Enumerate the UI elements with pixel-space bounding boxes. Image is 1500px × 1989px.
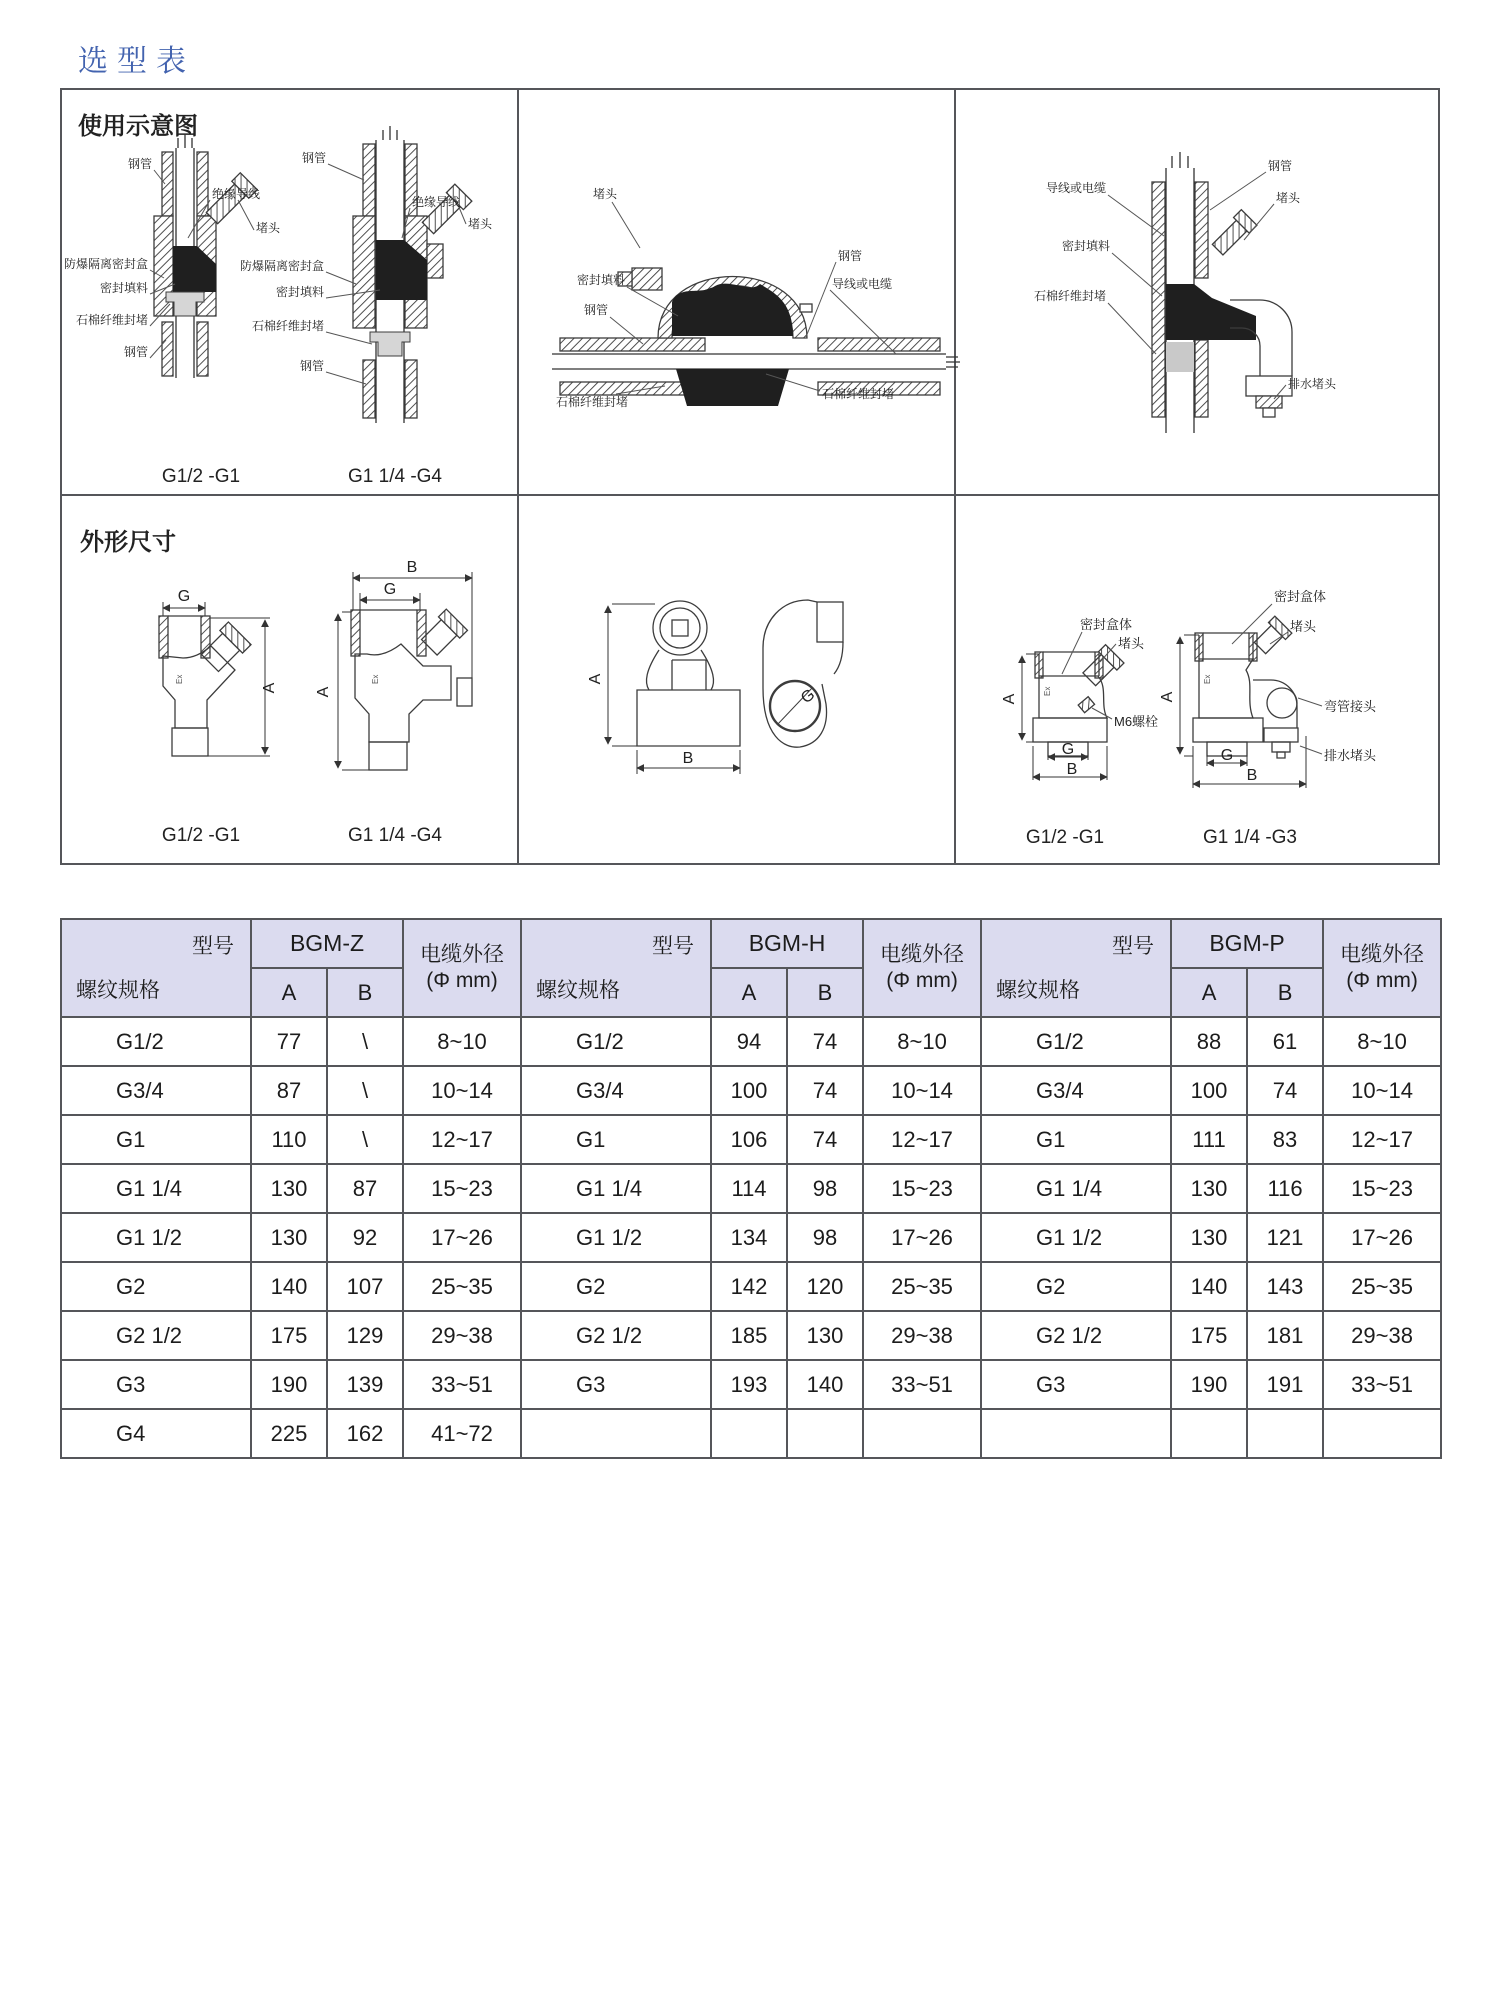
body-outline	[1039, 676, 1107, 718]
drain-plug	[1263, 408, 1275, 417]
caption: G1 1/4 -G4	[348, 825, 442, 846]
cell-spec: G1	[521, 1115, 711, 1164]
selection-table	[60, 918, 1442, 1459]
body-outline	[163, 646, 235, 728]
cell-od: 29~38	[1323, 1311, 1441, 1360]
label-plug: 堵头	[592, 187, 618, 201]
dim-b: B	[682, 750, 694, 767]
label-pipe-bottom: 钢管	[299, 359, 324, 373]
dims-drawing-1	[159, 588, 278, 846]
corner-spec-label: 螺纹规格	[76, 979, 160, 1002]
label-pipe-top: 钢管	[127, 157, 152, 171]
label-plug: 堵头	[256, 221, 281, 235]
caption: G1 1/4 -G4	[348, 466, 442, 487]
cell-od	[863, 1409, 981, 1458]
pipe-wall	[197, 322, 208, 376]
label-m6-bolt: M6螺栓	[1114, 714, 1159, 729]
cell-spec: G2 1/2	[521, 1311, 711, 1360]
cell-od: 25~35	[863, 1262, 981, 1311]
elbow-outline	[1253, 680, 1297, 728]
cell-b: 74	[787, 1017, 863, 1066]
dim-g: G	[383, 581, 397, 598]
corner-model-label: 型号	[652, 935, 695, 958]
cell-a: 100	[711, 1066, 787, 1115]
usage-diagram-3	[552, 186, 960, 409]
cell-a: 130	[1171, 1164, 1247, 1213]
dim-g: G	[797, 686, 819, 708]
cell-spec: G2 1/2	[981, 1311, 1171, 1360]
cell-spec	[981, 1409, 1171, 1458]
cell-od: 10~14	[1323, 1066, 1441, 1115]
cable-od-line1: 电缆外径	[880, 943, 965, 966]
stub	[172, 728, 208, 756]
base	[1033, 718, 1107, 742]
cable-od-line1: 电缆外径	[420, 943, 505, 966]
dims-drawing-5	[1159, 589, 1377, 848]
cell-b: 74	[1247, 1066, 1323, 1115]
filler-shape	[676, 369, 789, 406]
cell-a: 142	[711, 1262, 787, 1311]
cell-spec: G1 1/2	[981, 1213, 1171, 1262]
pipe-wall	[363, 360, 375, 418]
caption: G1/2 -G1	[161, 466, 241, 487]
label-seal-box: 防爆隔离密封盒	[63, 257, 148, 271]
dim-g: G	[1220, 747, 1234, 764]
caption: G1/2 -G1	[1025, 827, 1105, 848]
pipe-wall	[1195, 340, 1208, 417]
flange	[427, 244, 443, 278]
cell-b: 120	[787, 1262, 863, 1311]
dim-a: A	[261, 682, 278, 694]
label-drain: 排水堵头	[1324, 748, 1377, 763]
cell-b: 98	[787, 1213, 863, 1262]
pipe-wall	[560, 338, 705, 351]
cell-od: 29~38	[863, 1311, 981, 1360]
table-row	[61, 1262, 1441, 1311]
cell-a: 134	[711, 1213, 787, 1262]
label-fiber: 石棉纤维封堵	[75, 313, 148, 327]
col-b: B	[1247, 968, 1323, 1017]
label-filler: 密封填料	[275, 285, 324, 299]
cable-od-header	[863, 919, 981, 1017]
dim-g: G	[177, 588, 191, 605]
cell-a	[711, 1409, 787, 1458]
cell-od: 41~72	[403, 1409, 521, 1458]
pipe-wall	[162, 322, 173, 376]
dims-heading: 外形尺寸	[80, 529, 176, 556]
cell-a: 175	[1171, 1311, 1247, 1360]
usage-diagram-4	[1034, 152, 1337, 433]
cell-spec: G1	[61, 1115, 251, 1164]
cell-a: 88	[1171, 1017, 1247, 1066]
cell-od: 33~51	[403, 1360, 521, 1409]
cell-od: 25~35	[403, 1262, 521, 1311]
cable-od-line1: 电缆外径	[1340, 943, 1425, 966]
corner-cell	[61, 919, 251, 1017]
box-wall	[353, 216, 375, 328]
table-row	[61, 1066, 1441, 1115]
dim-b: B	[1066, 761, 1078, 778]
dim-a: A	[315, 686, 332, 698]
diagram-area	[60, 88, 1440, 865]
cell-b: 140	[787, 1360, 863, 1409]
ex-mark: Ex	[1043, 686, 1052, 696]
cable-od-header	[1323, 919, 1441, 1017]
cell-a: 193	[711, 1360, 787, 1409]
cell-b: 61	[1247, 1017, 1323, 1066]
label-plug: 堵头	[1276, 191, 1301, 205]
cell-spec	[521, 1409, 711, 1458]
pipe-wall	[818, 338, 940, 351]
label-filler: 密封填料	[99, 281, 148, 295]
label-fiber: 石棉纤维封堵	[1033, 289, 1106, 303]
cell-od: 8~10	[863, 1017, 981, 1066]
body-outline	[1199, 659, 1253, 718]
cell-spec: G2	[981, 1262, 1171, 1311]
label-cable: 导线或电缆	[832, 277, 893, 291]
cell-b: 116	[1247, 1164, 1323, 1213]
model-header-bgm-h: BGM-H	[711, 919, 863, 968]
dim-g: G	[1061, 741, 1075, 758]
cell-spec: G1/2	[981, 1017, 1171, 1066]
cell-spec: G2	[61, 1262, 251, 1311]
fiber-plug	[1166, 342, 1194, 372]
label-drain: 排水堵头	[1288, 377, 1337, 391]
cell-od: 12~17	[863, 1115, 981, 1164]
cable-od-line2: (Φ mm)	[1346, 969, 1418, 992]
cell-b: 143	[1247, 1262, 1323, 1311]
caption: G1/2 -G1	[161, 825, 241, 846]
cell-od: 10~14	[403, 1066, 521, 1115]
table-row	[61, 1164, 1441, 1213]
cell-a: 130	[1171, 1213, 1247, 1262]
cell-b: 129	[327, 1311, 403, 1360]
cell-a: 111	[1171, 1115, 1247, 1164]
label-filler: 密封填料	[1061, 239, 1110, 253]
cell-spec: G3/4	[521, 1066, 711, 1115]
tube-wall	[417, 610, 426, 656]
drain-plug	[1272, 742, 1290, 752]
corner-cell	[981, 919, 1171, 1017]
dims-drawing-2	[315, 559, 472, 846]
cell-od: 17~26	[863, 1213, 981, 1262]
cell-od: 12~17	[403, 1115, 521, 1164]
side-stub	[457, 678, 472, 706]
table-row	[61, 1017, 1441, 1066]
label-plug: 堵头	[1290, 619, 1317, 634]
cell-spec: G1 1/2	[521, 1213, 711, 1262]
cell-b: 162	[327, 1409, 403, 1458]
dim-b: B	[406, 559, 418, 576]
elbow-circle	[1267, 688, 1297, 718]
label-pipe: 钢管	[1268, 159, 1293, 173]
cell-b: 74	[787, 1115, 863, 1164]
corner-spec-label: 螺纹规格	[536, 979, 621, 1002]
cell-a: 87	[251, 1066, 327, 1115]
header-row-2	[61, 968, 1441, 1017]
cell-b: 130	[787, 1311, 863, 1360]
plug-shape	[632, 268, 662, 290]
cell-a: 175	[251, 1311, 327, 1360]
cell-spec: G1/2	[61, 1017, 251, 1066]
ex-mark: Ex	[1203, 674, 1212, 684]
base	[1193, 718, 1263, 742]
ex-mark: Ex	[371, 674, 380, 684]
cell-a: 77	[251, 1017, 327, 1066]
cell-spec: G3	[61, 1360, 251, 1409]
cell-spec: G1 1/4	[521, 1164, 711, 1213]
cell-od: 8~10	[1323, 1017, 1441, 1066]
dim-a: A	[1001, 693, 1018, 705]
cell-b: 83	[1247, 1115, 1323, 1164]
dims-drawing-4	[1001, 617, 1158, 848]
filler-shape	[1166, 284, 1256, 340]
cell-b: 74	[787, 1066, 863, 1115]
label-fiber-left: 石棉纤维封堵	[555, 395, 629, 409]
corner-model-label: 型号	[192, 935, 234, 958]
label-filler: 密封填料	[576, 273, 625, 287]
branch-cap	[220, 622, 251, 653]
dims-drawing-3	[587, 600, 843, 774]
col-b: B	[327, 968, 403, 1017]
cell-a	[1171, 1409, 1247, 1458]
col-b: B	[787, 968, 863, 1017]
dim-a: A	[1159, 691, 1176, 703]
cell-od: 15~23	[1323, 1164, 1441, 1213]
stub	[369, 742, 407, 770]
m6-bolt	[1078, 697, 1094, 713]
table-row	[61, 1213, 1441, 1262]
label-pipe-top: 钢管	[301, 151, 326, 165]
cell-b: 92	[327, 1213, 403, 1262]
table-row	[61, 1115, 1441, 1164]
cell-b: 87	[327, 1164, 403, 1213]
cell-spec: G4	[61, 1409, 251, 1458]
cell-spec: G1 1/2	[61, 1213, 251, 1262]
label-plug: 堵头	[468, 217, 493, 231]
label-elbow: 弯管接头	[1324, 699, 1377, 714]
cell-spec: G3/4	[981, 1066, 1171, 1115]
pipe-wall	[1195, 182, 1208, 278]
cell-b: 181	[1247, 1311, 1323, 1360]
col-a: A	[1171, 968, 1247, 1017]
label-seal-box: 防爆隔离密封盒	[239, 259, 324, 273]
cell-spec: G1	[981, 1115, 1171, 1164]
cell-b: 139	[327, 1360, 403, 1409]
table-row	[61, 1311, 1441, 1360]
pipe-wall	[162, 152, 173, 216]
corner-model-label: 型号	[1112, 935, 1155, 958]
cell-b: \	[327, 1017, 403, 1066]
cell-a: 130	[251, 1164, 327, 1213]
page-title: 选型表	[78, 45, 195, 78]
ex-mark: Ex	[175, 674, 184, 684]
cell-od: 15~23	[863, 1164, 981, 1213]
diagram-svg	[60, 88, 1440, 865]
label-fiber-right: 石棉纤维封堵	[822, 387, 895, 401]
cell-a: 94	[711, 1017, 787, 1066]
cell-od: 33~51	[1323, 1360, 1441, 1409]
col-a: A	[711, 968, 787, 1017]
label-pipe-bottom: 钢管	[123, 345, 148, 359]
label-cable: 导线或电缆	[1045, 181, 1106, 195]
cell-a: 140	[251, 1262, 327, 1311]
cell-a: 114	[711, 1164, 787, 1213]
corner-cell	[521, 919, 711, 1017]
cell-spec: G3	[521, 1360, 711, 1409]
cell-a: 100	[1171, 1066, 1247, 1115]
header-row-1	[61, 919, 1441, 968]
screw	[800, 304, 812, 312]
cell-od: 33~51	[863, 1360, 981, 1409]
branch-cap	[438, 609, 467, 638]
label-pipe-left: 钢管	[583, 303, 608, 317]
cell-b: \	[327, 1115, 403, 1164]
caption: G1 1/4 -G3	[1203, 827, 1297, 848]
cell-b: 191	[1247, 1360, 1323, 1409]
cell-b: \	[327, 1066, 403, 1115]
label-pipe-right: 钢管	[838, 249, 863, 263]
table-row	[61, 1409, 1441, 1458]
cell-b	[1247, 1409, 1323, 1458]
usage-diagram-1	[64, 134, 281, 487]
cell-spec: G1 1/4	[981, 1164, 1171, 1213]
cell-a: 225	[251, 1409, 327, 1458]
cell-b	[787, 1409, 863, 1458]
cell-od	[1323, 1409, 1441, 1458]
branch-cap	[1268, 616, 1291, 639]
cell-spec: G2 1/2	[61, 1311, 251, 1360]
usage-diagram-2	[240, 126, 493, 487]
cell-od: 10~14	[863, 1066, 981, 1115]
cell-od: 29~38	[403, 1311, 521, 1360]
cell-a: 185	[711, 1311, 787, 1360]
cable-od-line2: (Φ mm)	[426, 969, 498, 992]
dim-a: A	[587, 673, 604, 685]
table-row	[61, 1360, 1441, 1409]
model-header-bgm-p: BGM-P	[1171, 919, 1323, 968]
cell-a: 130	[251, 1213, 327, 1262]
tube-wall	[351, 610, 360, 656]
label-fiber: 石棉纤维封堵	[251, 319, 324, 333]
cell-od: 12~17	[1323, 1115, 1441, 1164]
cell-od: 17~26	[403, 1213, 521, 1262]
cell-spec: G1/2	[521, 1017, 711, 1066]
cell-od: 8~10	[403, 1017, 521, 1066]
cable-od-line2: (Φ mm)	[886, 969, 958, 992]
cell-spec: G3/4	[61, 1066, 251, 1115]
cell-a: 190	[1171, 1360, 1247, 1409]
corner-spec-label: 螺纹规格	[996, 979, 1081, 1002]
col-a: A	[251, 968, 327, 1017]
cell-b: 107	[327, 1262, 403, 1311]
label-plug: 堵头	[1118, 636, 1145, 651]
cell-b: 121	[1247, 1213, 1323, 1262]
cell-spec: G1 1/4	[61, 1164, 251, 1213]
tube-wall	[159, 616, 168, 658]
dim-b: B	[1246, 767, 1258, 784]
cell-b: 98	[787, 1164, 863, 1213]
usage-heading: 使用示意图	[78, 113, 198, 140]
pipe-wall	[363, 144, 375, 216]
cell-od: 15~23	[403, 1164, 521, 1213]
label-seal-body: 密封盒体	[1274, 589, 1327, 604]
cell-od: 17~26	[1323, 1213, 1441, 1262]
cell-a: 110	[251, 1115, 327, 1164]
drain-plug	[1256, 396, 1282, 408]
cell-a: 140	[1171, 1262, 1247, 1311]
cable-od-header	[403, 919, 521, 1017]
label-seal-body: 密封盒体	[1080, 617, 1133, 632]
label-wire: 绝缘导线	[212, 187, 261, 201]
drain-box	[1264, 728, 1298, 742]
pipe-wall	[405, 360, 417, 418]
pipe-wall	[1152, 182, 1165, 417]
cell-a: 106	[711, 1115, 787, 1164]
cell-a: 190	[251, 1360, 327, 1409]
label-wire: 绝缘导线	[412, 195, 461, 209]
body-outline	[355, 644, 451, 742]
cell-spec: G2	[521, 1262, 711, 1311]
cell-spec: G3	[981, 1360, 1171, 1409]
model-header-bgm-z: BGM-Z	[251, 919, 403, 968]
cell-od: 25~35	[1323, 1262, 1441, 1311]
